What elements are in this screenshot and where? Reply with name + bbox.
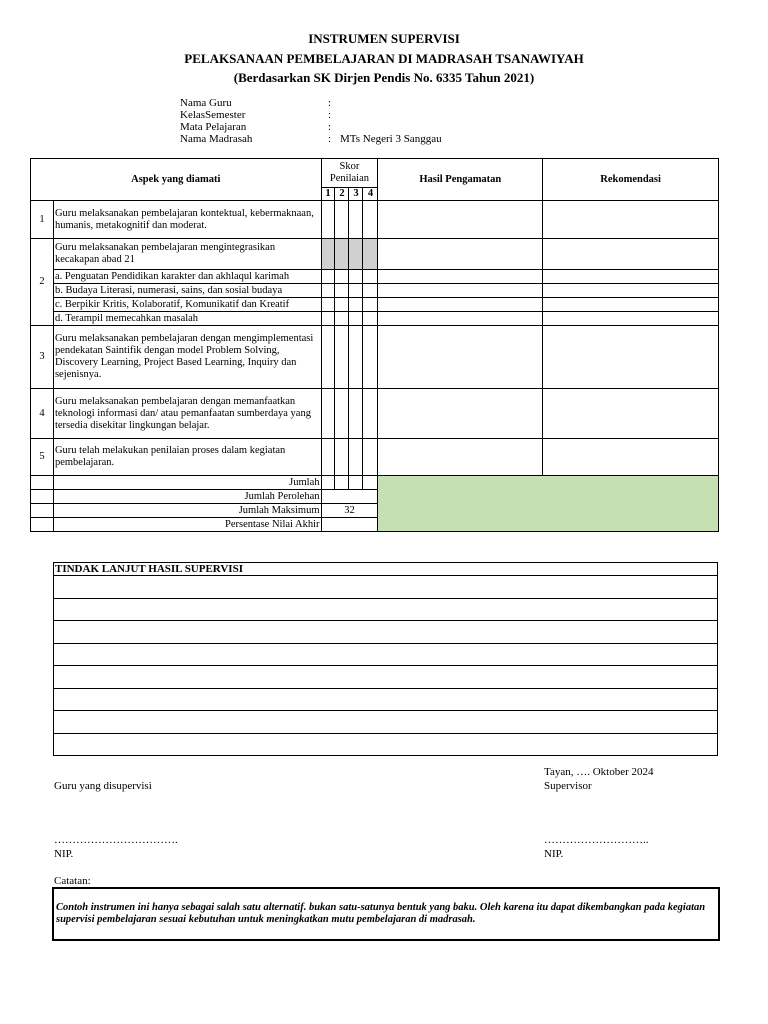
- skor-4: 4: [363, 188, 378, 201]
- score-cell-disabled: [335, 239, 349, 270]
- place-date: Tayan, …. Oktober 2024: [544, 766, 654, 778]
- score-cell[interactable]: [321, 312, 335, 326]
- observation-cell[interactable]: [378, 389, 543, 439]
- score-cell[interactable]: [349, 439, 363, 476]
- identity-row-kelas: [180, 109, 442, 121]
- score-cell[interactable]: [321, 284, 335, 298]
- score-cell[interactable]: [363, 284, 378, 298]
- recommendation-cell[interactable]: [543, 284, 719, 298]
- score-cell-disabled: [321, 239, 335, 270]
- table-row: [31, 389, 719, 439]
- identity-sep: :: [328, 97, 332, 109]
- identity-label: Nama Guru: [180, 97, 232, 109]
- score-cell[interactable]: [335, 270, 349, 284]
- recommendation-cell[interactable]: [543, 239, 719, 270]
- follow-up-line[interactable]: [54, 689, 717, 712]
- perolehan-value[interactable]: [321, 490, 378, 504]
- follow-up-line[interactable]: [54, 711, 717, 734]
- footer-label-maksimum: Jumlah Maksimum: [53, 504, 321, 518]
- recommendation-cell[interactable]: [543, 270, 719, 284]
- follow-up-line[interactable]: [54, 599, 717, 622]
- observation-cell[interactable]: [378, 284, 543, 298]
- row-number: 5: [31, 439, 54, 476]
- supervision-table: [30, 158, 719, 532]
- skor-1: 1: [321, 188, 335, 201]
- score-cell[interactable]: [349, 298, 363, 312]
- score-cell[interactable]: [321, 201, 335, 239]
- recommendation-cell[interactable]: [543, 298, 719, 312]
- score-cell[interactable]: [363, 312, 378, 326]
- score-cell[interactable]: [321, 389, 335, 439]
- right-signer-role: Supervisor: [544, 780, 592, 792]
- identity-label: Nama Madrasah: [180, 133, 253, 145]
- footer-label-persentase: Persentase Nilai Akhir: [53, 518, 321, 532]
- score-cell[interactable]: [349, 389, 363, 439]
- follow-up-line[interactable]: [54, 576, 717, 599]
- footer-label-jumlah: Jumlah: [53, 476, 321, 490]
- aspect-subitem: c. Berpikir Kritis, Kolaboratif, Komunikatif dan Kreatif: [53, 298, 321, 312]
- row-number: 3: [31, 326, 54, 389]
- header-hasil: Hasil Pengamatan: [378, 159, 543, 201]
- right-nip: NIP.: [544, 848, 564, 860]
- observation-cell[interactable]: [378, 298, 543, 312]
- score-cell[interactable]: [335, 312, 349, 326]
- follow-up-line[interactable]: [54, 734, 717, 756]
- recommendation-cell[interactable]: [543, 312, 719, 326]
- observation-cell[interactable]: [378, 239, 543, 270]
- table-subrow: [31, 298, 719, 312]
- row-number: 4: [31, 389, 54, 439]
- score-cell[interactable]: [321, 298, 335, 312]
- aspect-text: Guru melaksanakan pembelajaran mengintegrasikan kecakapan abad 21: [53, 239, 321, 270]
- follow-up-title: TINDAK LANJUT HASIL SUPERVISI: [54, 563, 717, 576]
- identity-sep: :: [328, 133, 332, 145]
- table-row: [31, 201, 719, 239]
- score-cell[interactable]: [349, 270, 363, 284]
- header-skor: Skor Penilaian: [321, 159, 378, 188]
- score-cell[interactable]: [321, 270, 335, 284]
- observation-cell[interactable]: [378, 312, 543, 326]
- score-cell[interactable]: [335, 439, 349, 476]
- score-cell[interactable]: [321, 326, 335, 389]
- score-cell[interactable]: [335, 326, 349, 389]
- score-cell[interactable]: [349, 201, 363, 239]
- aspect-subitem: a. Penguatan Pendidikan karakter dan akhlaqul karimah: [53, 270, 321, 284]
- score-cell[interactable]: [363, 298, 378, 312]
- observation-cell[interactable]: [378, 326, 543, 389]
- aspect-text: Guru telah melakukan penilaian proses dalam kegiatan pembelajaran.: [53, 439, 321, 476]
- notes-box: [52, 887, 720, 941]
- footer-blank: [31, 476, 54, 490]
- identity-row-mapel: [180, 121, 442, 133]
- recommendation-cell[interactable]: [543, 389, 719, 439]
- persentase-value[interactable]: [321, 518, 378, 532]
- aspect-subitem: d. Terampil memecahkan masalah: [53, 312, 321, 326]
- notes-label: Catatan:: [54, 875, 91, 887]
- follow-up-line[interactable]: [54, 666, 717, 689]
- observation-cell[interactable]: [378, 201, 543, 239]
- table-subrow: [31, 312, 719, 326]
- score-cell[interactable]: [349, 312, 363, 326]
- skor-2: 2: [335, 188, 349, 201]
- score-cell[interactable]: [363, 201, 378, 239]
- score-cell[interactable]: [363, 326, 378, 389]
- follow-up-section: [53, 562, 718, 756]
- score-cell[interactable]: [363, 439, 378, 476]
- doc-reference: (Berdasarkan SK Dirjen Pendis No. 6335 Tahun 2021): [233, 70, 535, 85]
- summary-green-area: [378, 476, 719, 532]
- identity-value: MTs Negeri 3 Sanggau: [340, 133, 442, 145]
- score-total-cell[interactable]: [321, 476, 335, 490]
- right-signature-line: ………………………..: [544, 834, 649, 846]
- score-cell[interactable]: [335, 201, 349, 239]
- identity-row-guru: [180, 97, 442, 109]
- identity-sep: :: [328, 121, 332, 133]
- score-cell[interactable]: [335, 284, 349, 298]
- aspect-text: Guru melaksanakan pembelajaran dengan mengimplementasi pendekatan Saintifik dengan model Problem Solving, Discovery Learning, Project Based Learning, Inquiry dan sejenisnya.: [53, 326, 321, 389]
- row-number: 2: [31, 239, 54, 326]
- doc-subtitle: PELAKSANAAN PEMBELAJARAN DI MADRASAH TSANAWIYAH: [184, 51, 584, 66]
- score-cell-disabled: [363, 239, 378, 270]
- aspect-text: Guru melaksanakan pembelajaran kontektual, kebermaknaan, humanis, metakognitif dan moderat.: [53, 201, 321, 239]
- recommendation-cell[interactable]: [543, 326, 719, 389]
- footer-row-jumlah: [31, 476, 719, 490]
- identity-row-madrasah: [180, 133, 442, 145]
- row-number: 1: [31, 201, 54, 239]
- table-row: [31, 326, 719, 389]
- maksimum-value: 32: [321, 504, 378, 518]
- left-signer-role: Guru yang disupervisi: [54, 780, 152, 792]
- notes-text: Contoh instrumen ini hanya sebagai salah satu alternatif. bukan satu-satunya bentuk yang baku. Oleh karena itu dapat dikembangkan pada kegiatan supervisi pembelajaran sesuai kebutuhan untuk meningkatkan mutu pembelajaran di madrasah.: [56, 902, 706, 925]
- recommendation-cell[interactable]: [543, 439, 719, 476]
- observation-cell[interactable]: [378, 270, 543, 284]
- aspect-text: Guru melaksanakan pembelajaran dengan memanfaatkan teknologi informasi dan/ atau pemanfaatan sumberdaya yang tersedia disekitar lingkungan belajar.: [53, 389, 321, 439]
- left-signature-line: …………………………….: [54, 834, 178, 846]
- score-cell[interactable]: [335, 389, 349, 439]
- footer-blank: [31, 518, 54, 532]
- footer-label-perolehan: Jumlah Perolehan: [53, 490, 321, 504]
- identity-block: [180, 97, 442, 145]
- header-rekomendasi: Rekomendasi: [543, 159, 719, 201]
- header-aspek: Aspek yang diamati: [31, 159, 322, 201]
- identity-label: Mata Pelajaran: [180, 121, 247, 133]
- score-cell-disabled: [349, 239, 363, 270]
- identity-sep: :: [328, 109, 332, 121]
- score-total-cell[interactable]: [363, 476, 378, 490]
- score-total-cell[interactable]: [335, 476, 349, 490]
- table-subrow: [31, 270, 719, 284]
- recommendation-cell[interactable]: [543, 201, 719, 239]
- observation-cell[interactable]: [378, 439, 543, 476]
- footer-blank: [31, 490, 54, 504]
- table-row: [31, 439, 719, 476]
- table-subrow: [31, 284, 719, 298]
- score-cell[interactable]: [363, 389, 378, 439]
- score-cell[interactable]: [349, 326, 363, 389]
- aspect-subitem: b. Budaya Literasi, numerasi, sains, dan sosial budaya: [53, 284, 321, 298]
- score-cell[interactable]: [321, 439, 335, 476]
- score-cell[interactable]: [363, 270, 378, 284]
- identity-label: KelasSemester: [180, 109, 246, 121]
- score-cell[interactable]: [335, 298, 349, 312]
- follow-up-line[interactable]: [54, 621, 717, 644]
- doc-title: INSTRUMEN SUPERVISI: [308, 31, 460, 46]
- footer-blank: [31, 504, 54, 518]
- follow-up-line[interactable]: [54, 644, 717, 667]
- score-total-cell[interactable]: [349, 476, 363, 490]
- skor-3: 3: [349, 188, 363, 201]
- score-cell[interactable]: [349, 284, 363, 298]
- table-row: [31, 239, 719, 270]
- left-nip: NIP.: [54, 848, 74, 860]
